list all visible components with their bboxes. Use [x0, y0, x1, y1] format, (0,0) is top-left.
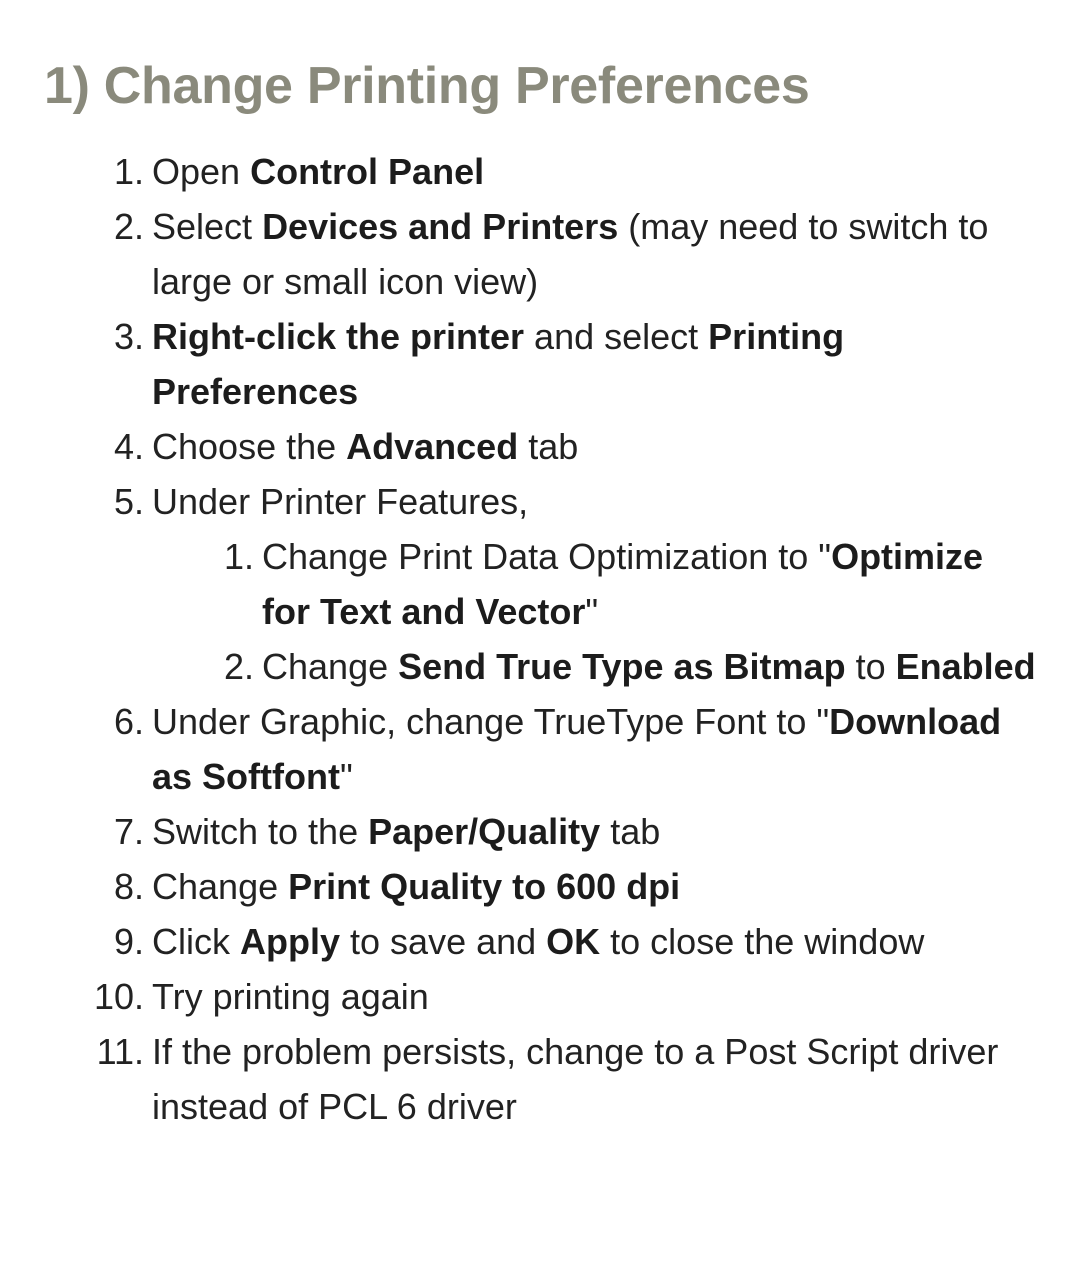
bold-text: Apply: [240, 921, 341, 962]
list-item: [0, 914, 1080, 969]
step-text: Open: [152, 151, 251, 192]
list-item: [152, 529, 1040, 639]
bold-text: Printing Preferences: [152, 316, 845, 412]
list-item: [0, 859, 1080, 914]
step-number: 1.: [113, 151, 144, 192]
substep-body: [262, 536, 983, 632]
step-text: Switch to the: [152, 811, 369, 852]
list-item: [0, 199, 1080, 309]
step-number: 11.: [96, 1031, 144, 1072]
step-number: 4.: [113, 426, 144, 467]
step-body: [152, 206, 988, 302]
bold-text: Devices and Printers: [262, 206, 619, 247]
step-text: Choose the: [152, 426, 347, 467]
list-item: [0, 969, 1080, 1024]
list-item: [0, 694, 1080, 804]
step-number: 5.: [113, 481, 144, 522]
list-item: [0, 804, 1080, 859]
bold-text: Paper/Quality: [368, 811, 601, 852]
step-number: 9.: [113, 921, 144, 962]
step-text: Change: [262, 646, 399, 687]
step-text: Select: [152, 206, 263, 247]
list-item: [0, 144, 1080, 199]
substeps-list: [152, 529, 1040, 694]
step-text: tab: [518, 426, 579, 467]
step-text: to: [845, 646, 896, 687]
step-text: Try printing again: [152, 976, 429, 1017]
step-number: 2.: [113, 206, 144, 247]
step-text: to save and: [340, 921, 547, 962]
step-body: [152, 866, 680, 907]
substep-body: [262, 646, 1036, 687]
step-text: (may need to switch to large or small icon view): [152, 206, 989, 302]
bold-text: Advanced: [346, 426, 519, 467]
step-text: and select: [524, 316, 709, 357]
list-item: [0, 1024, 1080, 1134]
step-text: If the problem persists, change to a Post Script driver instead of PCL 6 driver: [152, 1031, 999, 1127]
step-body: [152, 701, 1001, 797]
list-item: [152, 639, 1040, 694]
substep-number: 2.: [223, 646, 254, 687]
step-number: 8.: [113, 866, 144, 907]
step-number: 6.: [113, 701, 144, 742]
steps-list: [0, 144, 1080, 1134]
step-text: Under Printer Features,: [152, 481, 529, 522]
bold-text: Enabled: [895, 646, 1036, 687]
bold-text: Right-click the printer: [152, 316, 525, 357]
list-item: [0, 419, 1080, 474]
step-text: ": [585, 591, 599, 632]
step-text: to close the window: [600, 921, 925, 962]
step-text: tab: [600, 811, 661, 852]
step-body: [152, 316, 844, 412]
bold-text: OK: [546, 921, 601, 962]
step-body: [152, 921, 924, 962]
step-number: 10.: [93, 976, 144, 1017]
step-text: Change: [152, 866, 289, 907]
step-body: [152, 151, 484, 192]
step-body: [152, 1031, 998, 1127]
step-text: Change Print Data Optimization to ": [262, 536, 832, 577]
list-item: [0, 474, 1080, 694]
step-number: 3.: [113, 316, 144, 357]
step-text: ": [339, 756, 353, 797]
substep-number: 1.: [223, 536, 254, 577]
step-body: [152, 811, 660, 852]
bold-text: Download as Softfont: [152, 701, 1002, 797]
bold-text: Control Panel: [250, 151, 485, 192]
step-text: Click: [152, 921, 240, 962]
step-body: [152, 481, 528, 522]
list-item: [0, 309, 1080, 419]
bold-text: Print Quality to 600 dpi: [288, 866, 681, 907]
section-heading: 1) Change Printing Preferences: [44, 57, 810, 115]
step-body: [152, 426, 578, 467]
bold-text: Send True Type as Bitmap: [398, 646, 846, 687]
step-text: Under Graphic, change TrueType Font to ": [152, 701, 830, 742]
step-number: 7.: [113, 811, 144, 852]
bold-text: Optimize for Text and Vector: [262, 536, 984, 632]
step-body: [152, 976, 429, 1017]
